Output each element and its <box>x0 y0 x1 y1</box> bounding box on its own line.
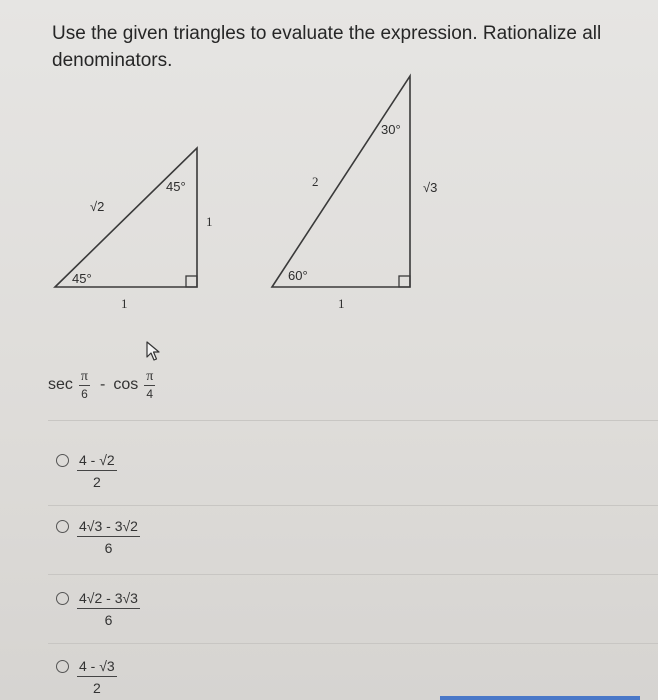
fraction-denominator: 4 <box>146 387 154 401</box>
divider <box>48 643 658 644</box>
divider <box>48 574 658 575</box>
radio-button[interactable] <box>56 592 69 605</box>
radio-button[interactable] <box>56 454 69 467</box>
option-denominator: 6 <box>104 612 113 628</box>
option-numerator: 4√2 - 3√3 <box>77 590 140 609</box>
triangle-45-45-90 <box>55 148 213 311</box>
option-denominator: 2 <box>92 474 101 490</box>
right-angle-marker <box>186 276 197 287</box>
divider <box>48 420 658 421</box>
hypotenuse-label-sqrt2: √2 <box>90 199 105 214</box>
option-fraction <box>77 518 140 556</box>
right-angle-marker <box>399 276 410 287</box>
vertical-leg-label-1: 1 <box>206 214 213 229</box>
option-fraction <box>77 658 117 696</box>
option-denominator: 2 <box>92 680 101 696</box>
submit-button-edge[interactable] <box>440 696 640 700</box>
option-fraction <box>77 590 140 628</box>
fraction-numerator: π <box>80 369 88 384</box>
radio-button[interactable] <box>56 660 69 673</box>
top-angle-label-45: 45° <box>166 179 186 194</box>
option-fraction <box>77 452 117 490</box>
horizontal-leg-label-1: 1 <box>338 296 345 311</box>
horizontal-leg-label-1: 1 <box>121 296 128 311</box>
bottom-angle-label-60: 60° <box>288 268 308 283</box>
hypotenuse-label-2: 2 <box>312 174 319 189</box>
answer-option-2[interactable] <box>56 518 140 556</box>
triangles-figure <box>0 0 658 340</box>
expression <box>48 370 157 400</box>
option-numerator: 4 - √3 <box>77 658 117 677</box>
fraction-pi-over-6 <box>79 370 90 400</box>
sec-function: sec <box>48 376 73 393</box>
divider <box>48 505 658 506</box>
radio-button[interactable] <box>56 520 69 533</box>
answer-option-3[interactable] <box>56 590 140 628</box>
mouse-cursor-icon <box>145 340 163 362</box>
option-numerator: 4 - √2 <box>77 452 117 471</box>
top-angle-label-30: 30° <box>381 122 401 137</box>
left-angle-label-45: 45° <box>72 271 92 286</box>
triangle-30-60-90 <box>272 76 437 311</box>
minus-sign: - <box>99 376 106 393</box>
fraction-denominator: 6 <box>81 387 88 401</box>
vertical-leg-label-sqrt3: √3 <box>423 180 438 195</box>
fraction-numerator: π <box>146 369 154 384</box>
answer-option-1[interactable] <box>56 452 117 490</box>
fraction-pi-over-4 <box>144 370 155 400</box>
question-text: Use the given triangles to evaluate the expression. Rationalize all denominators. <box>52 23 602 71</box>
cos-function: cos <box>113 376 139 393</box>
option-denominator: 6 <box>104 540 113 556</box>
option-numerator: 4√3 - 3√2 <box>77 518 140 537</box>
answer-option-4[interactable] <box>56 658 117 696</box>
